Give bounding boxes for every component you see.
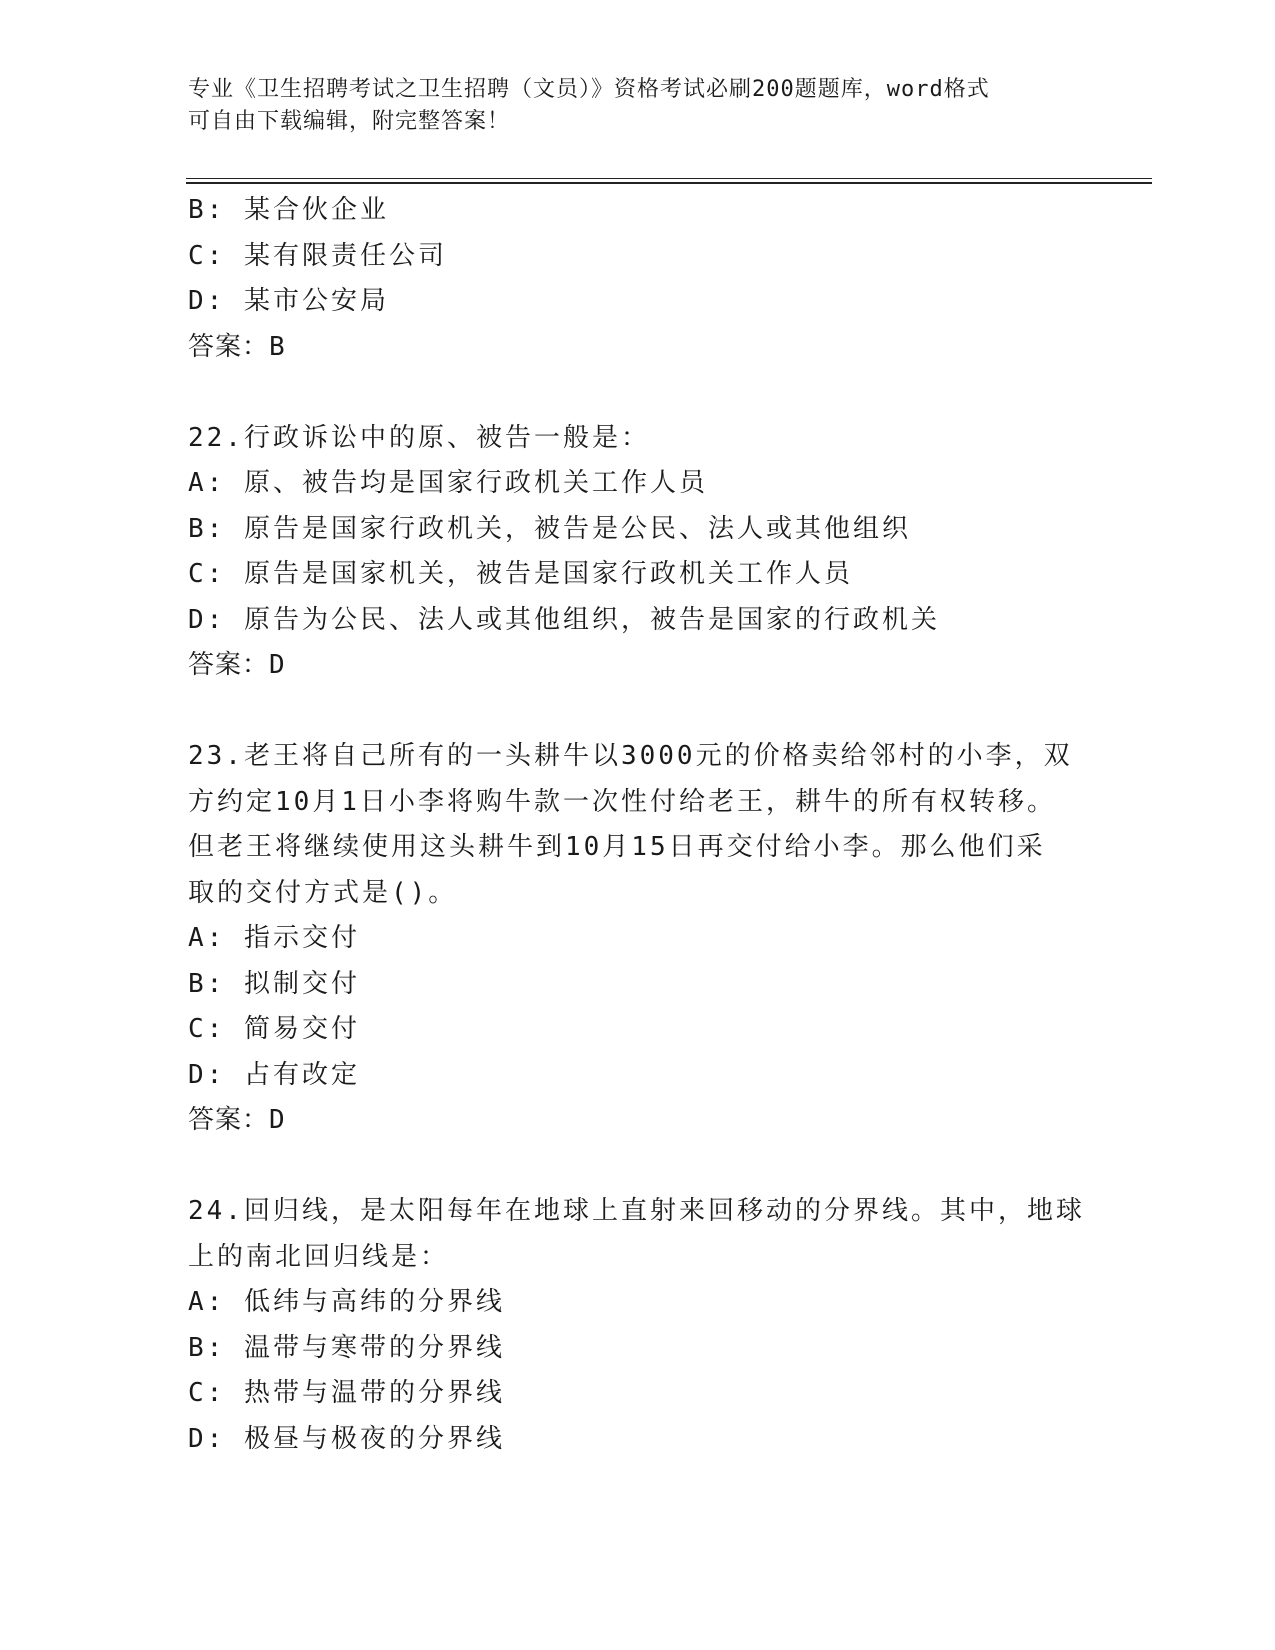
spacer <box>188 1144 1088 1190</box>
header-line-2: 可自由下载编辑，附完整答案！ <box>188 109 511 134</box>
option-d: D: 极昼与极夜的分界线 <box>188 1423 505 1454</box>
option-c: C: 原告是国家机关，被告是国家行政机关工作人员 <box>188 559 853 589</box>
option-a: A: 低纬与高纬的分界线 <box>188 1287 505 1317</box>
answer: 答案：B <box>188 331 286 362</box>
question-24 <box>188 1189 1088 1462</box>
header-rule-thin <box>186 178 1152 179</box>
header-line-1: 专业《卫生招聘考试之卫生招聘（文员）》资格考试必刷200题题库，word格式 <box>188 77 990 102</box>
option-d: D: 占有改定 <box>188 1059 360 1090</box>
question-stem-line-2: 方约定10月1日小李将购牛款一次性付给老王，耕牛的所有权转移。 <box>188 786 1056 817</box>
option-a: A: 原、被告均是国家行政机关工作人员 <box>188 468 708 498</box>
option-a: A: 指示交付 <box>188 923 360 953</box>
question-stem-line-4: 取的交付方式是()。 <box>188 877 458 908</box>
answer: 答案：D <box>188 1105 286 1135</box>
option-d: D: 原告为公民、法人或其他组织，被告是国家的行政机关 <box>188 604 940 635</box>
document-header <box>188 74 1088 138</box>
question-stem-line-2: 上的南北回归线是： <box>188 1241 450 1272</box>
header-rule-thick <box>186 182 1152 184</box>
question-stem: 22.行政诉讼中的原、被告一般是： <box>188 422 650 453</box>
option-b: B: 温带与寒带的分界线 <box>188 1332 505 1363</box>
option-d: D: 某市公安局 <box>188 286 389 316</box>
option-c: C: 某有限责任公司 <box>188 240 447 271</box>
spacer <box>188 689 1088 735</box>
option-b: B: 某合伙企业 <box>188 195 389 225</box>
option-c: C: 热带与温带的分界线 <box>188 1378 505 1408</box>
option-b: B: 拟制交付 <box>188 968 360 999</box>
answer: 答案：D <box>188 650 286 680</box>
question-stem-line-3: 但老王将继续使用这头耕牛到10月15日再交付给小李。那么他们采 <box>188 832 1046 862</box>
option-b: B: 原告是国家行政机关，被告是公民、法人或其他组织 <box>188 513 911 544</box>
spacer <box>188 370 1088 416</box>
question-stem-line-1: 24.回归线，是太阳每年在地球上直射来回移动的分界线。其中，地球 <box>188 1196 1085 1226</box>
question-list <box>188 188 1088 1462</box>
question-21 <box>188 188 1088 370</box>
question-23 <box>188 734 1088 1144</box>
option-c: C: 简易交付 <box>188 1014 360 1044</box>
question-stem-line-1: 23.老王将自己所有的一头耕牛以3000元的价格卖给邻村的小李，双 <box>188 741 1073 771</box>
question-22 <box>188 416 1088 689</box>
